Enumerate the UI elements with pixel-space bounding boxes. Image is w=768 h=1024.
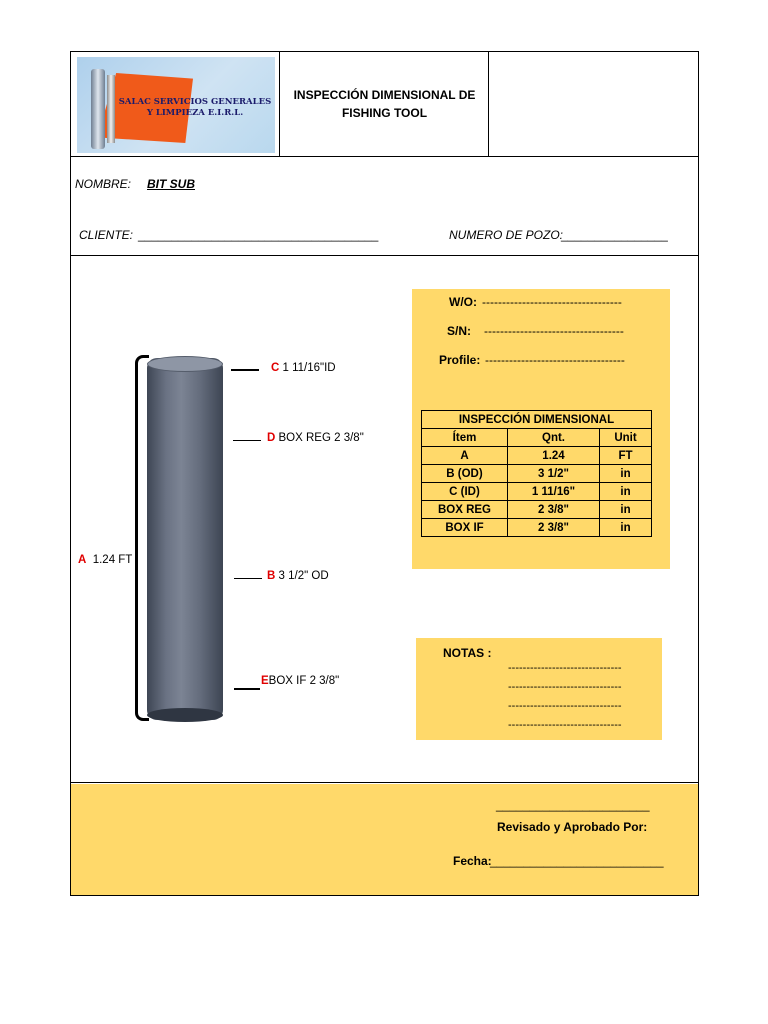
signature-line: _______________________ <box>496 798 650 812</box>
sn-line: ----------------------------------- <box>484 324 624 338</box>
tool-bottom-edge <box>147 708 223 722</box>
fecha-label: Fecha: <box>453 854 492 868</box>
length-bracket <box>135 355 149 721</box>
cliente-line: ____________________________________ <box>138 228 379 242</box>
logo-pipe-icon-2 <box>107 75 115 143</box>
approved-label: Revisado y Aprobado Por: <box>497 820 648 834</box>
notes-label: NOTAS : <box>443 646 492 660</box>
row-item: BOX IF <box>422 519 508 537</box>
row-item: B (OD) <box>422 465 508 483</box>
table-header-row <box>422 429 652 447</box>
logo-pipe-icon <box>91 69 105 149</box>
approval-footer <box>71 784 698 895</box>
label-a <box>78 554 132 566</box>
page-title: INSPECCIÓN DIMENSIONAL DE FISHING TOOL <box>281 52 489 156</box>
table-row <box>422 483 652 501</box>
header-unit: Unit <box>600 429 652 447</box>
table-row <box>422 501 652 519</box>
label-e-key: E <box>261 675 269 687</box>
profile-line: ----------------------------------- <box>485 353 625 367</box>
cliente-label: CLIENTE: <box>79 228 134 242</box>
notes-line: ------------------------------- <box>508 700 622 712</box>
pozo-line: ________________ <box>561 228 668 242</box>
notes-line: ------------------------------- <box>508 681 622 693</box>
diagram-section <box>71 256 698 783</box>
row-unit: in <box>600 465 652 483</box>
row-qnt: 2 3/8" <box>508 519 600 537</box>
table-row <box>422 519 652 537</box>
pozo-label: NUMERO DE POZO: <box>449 228 564 242</box>
sheet-header <box>71 52 698 157</box>
label-e-text: BOX IF 2 3/8" <box>268 675 340 687</box>
label-b <box>267 570 329 582</box>
label-e <box>261 675 339 687</box>
inspection-sheet <box>70 51 699 896</box>
leader-b <box>234 578 262 579</box>
label-b-key: B <box>267 570 276 582</box>
label-a-key: A <box>78 554 87 566</box>
row-qnt: 2 3/8" <box>508 501 600 519</box>
nombre-value: BIT SUB <box>147 177 195 191</box>
wo-line: ----------------------------------- <box>482 295 622 309</box>
logo-company-text: SALAC SERVICIOS GENERALES Y LIMPIEZA E.I.R.L. <box>118 97 272 118</box>
table-title: INSPECCIÓN DIMENSIONAL <box>422 411 652 429</box>
inspection-panel <box>412 289 670 569</box>
label-c-key: C <box>271 362 280 374</box>
label-b-text: 3 1/2" OD <box>278 570 329 582</box>
logo-cell <box>71 52 280 156</box>
info-section <box>71 157 698 256</box>
table-row <box>422 447 652 465</box>
label-c-text: 1 11/16"ID <box>282 362 336 374</box>
notes-line: ------------------------------- <box>508 662 622 674</box>
row-qnt: 1.24 <box>508 447 600 465</box>
row-item: C (ID) <box>422 483 508 501</box>
row-item: BOX REG <box>422 501 508 519</box>
nombre-label: NOMBRE: <box>75 177 132 191</box>
row-qnt: 3 1/2" <box>508 465 600 483</box>
label-a-text: 1.24 FT <box>92 554 133 566</box>
notes-line: ------------------------------- <box>508 719 622 731</box>
row-unit: in <box>600 519 652 537</box>
leader-e <box>234 688 260 690</box>
label-d-text: BOX REG 2 3/8" <box>278 432 364 444</box>
leader-c <box>231 369 259 371</box>
tool-top-opening <box>147 356 223 372</box>
notes-panel <box>416 638 662 740</box>
row-unit: FT <box>600 447 652 465</box>
wo-label: W/O: <box>449 295 477 309</box>
label-d <box>267 432 364 444</box>
bit-sub-tool-image <box>147 358 223 720</box>
dimension-table <box>421 410 652 537</box>
row-qnt: 1 11/16" <box>508 483 600 501</box>
company-logo <box>77 57 275 153</box>
fecha-line: __________________________ <box>490 854 664 868</box>
leader-d <box>233 440 261 441</box>
label-c <box>271 362 336 374</box>
table-row <box>422 465 652 483</box>
profile-label: Profile: <box>439 353 481 367</box>
row-unit: in <box>600 501 652 519</box>
row-item: A <box>422 447 508 465</box>
header-qnt: Qnt. <box>508 429 600 447</box>
sn-label: S/N: <box>447 324 471 338</box>
label-d-key: D <box>267 432 276 444</box>
row-unit: in <box>600 483 652 501</box>
header-item: Ítem <box>422 429 508 447</box>
